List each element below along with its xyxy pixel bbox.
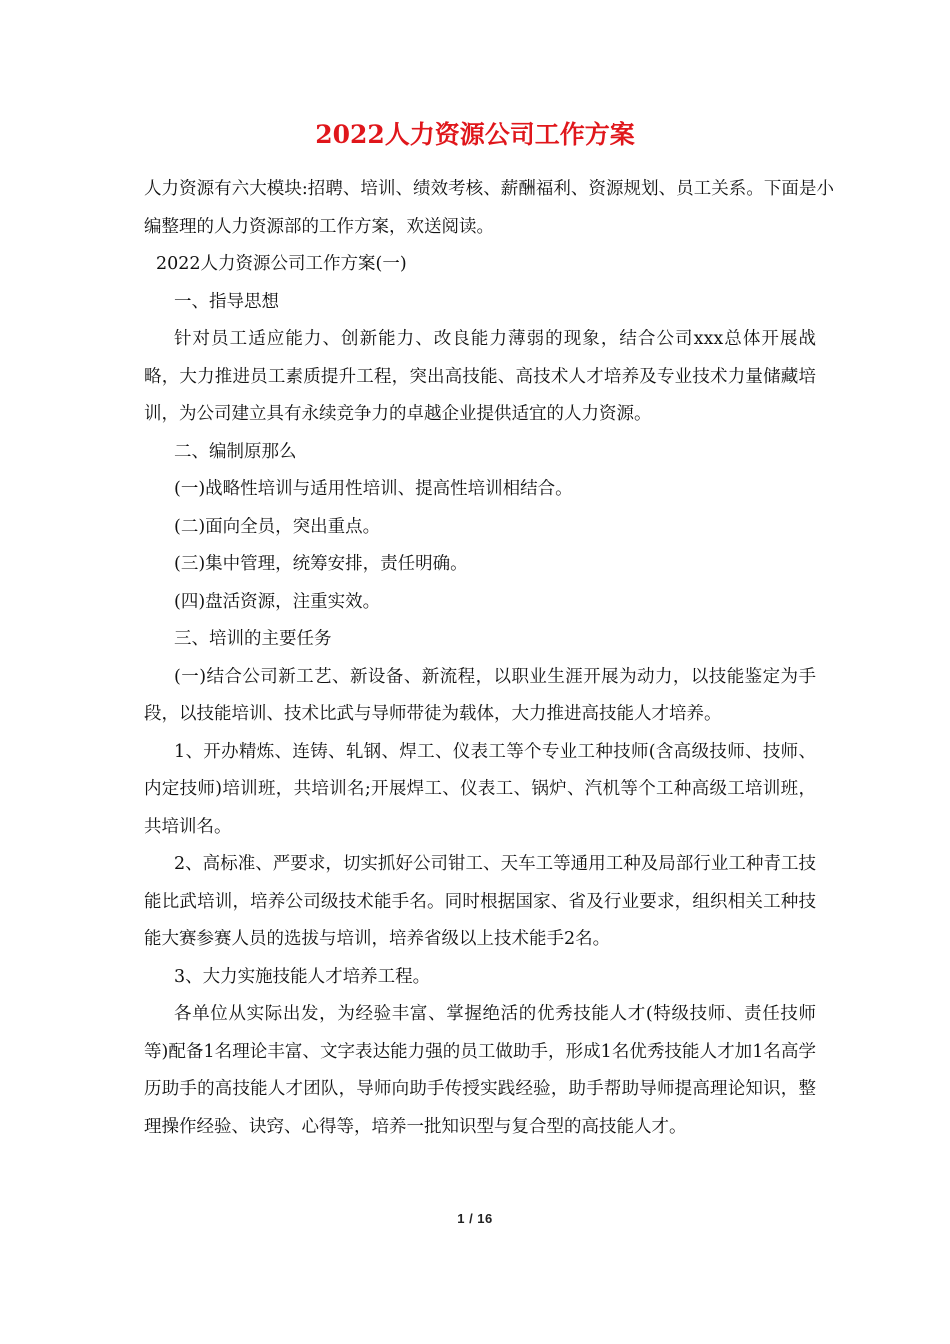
paragraph: 一、指导思想 [174, 291, 279, 312]
page-indicator: 1 / 16 [457, 1211, 493, 1226]
paragraph: (二)面向全员，突出重点。 [174, 516, 381, 537]
paragraph: 1、开办精炼、连铸、轧钢、焊工、仪表工等个专业工种技师(含高级技师、技师、内定技师)培训班，共培训名;开展焊工、仪表工、锅炉、汽机等个工种高级工培训班，共培训名。 [144, 741, 816, 837]
paragraph: 二、编制原那么 [174, 441, 297, 462]
paragraph: 各单位从实际出发，为经验丰富、掌握绝活的优秀技能人才(特级技师、责任技师等)配备1名理论丰富、文字表达能力强的员工做助手，形成1名优秀技能人才加1名高学历助手的高技能人才团队，导师向助手传授实践经验，助手帮助导师提高理论知识，整理操作经验、诀窍、心得等，培养一批知识型与复合型的高技能人才。 [144, 1004, 816, 1137]
paragraph: 2022人力资源公司工作方案(一) [156, 254, 407, 274]
paragraph: (四)盘活资源，注重实效。 [174, 591, 381, 612]
paragraph: 2、高标准、严要求，切实抓好公司钳工、天车工等通用工种及局部行业工种青工技能比武培训，培养公司级技术能手名。同时根据国家、省及行业要求，组织相关工种技能大赛参赛人员的选拔与培训，培养省级以上技术能手2名。 [144, 854, 816, 949]
document-body [144, 171, 834, 1146]
paragraph: 三、培训的主要任务 [174, 629, 332, 649]
document-title: 2022人力资源公司工作方案 [315, 120, 635, 149]
paragraph: 针对员工适应能力、创新能力、改良能力薄弱的现象，结合公司xxx总体开展战略，大力推进员工素质提升工程，突出高技能、高技术人才培养及专业技术力量储藏培训，为公司建立具有永续竞争力的卓越企业提供适宜的人力资源。 [144, 329, 816, 424]
paragraph: (一)结合公司新工艺、新设备、新流程，以职业生涯开展为动力，以技能鉴定为手段，以技能培训、技术比武与导师带徒为载体，大力推进高技能人才培养。 [144, 666, 816, 724]
paragraph: 3、大力实施技能人才培养工程。 [174, 966, 431, 987]
paragraph: 人力资源有六大模块:招聘、培训、绩效考核、薪酬福利、资源规划、员工关系。下面是小编整理的人力资源部的工作方案，欢送阅读。 [144, 179, 834, 237]
paragraph: (一)战略性培训与适用性培训、提高性培训相结合。 [174, 479, 573, 499]
paragraph: (三)集中管理，统筹安排，责任明确。 [174, 554, 468, 574]
